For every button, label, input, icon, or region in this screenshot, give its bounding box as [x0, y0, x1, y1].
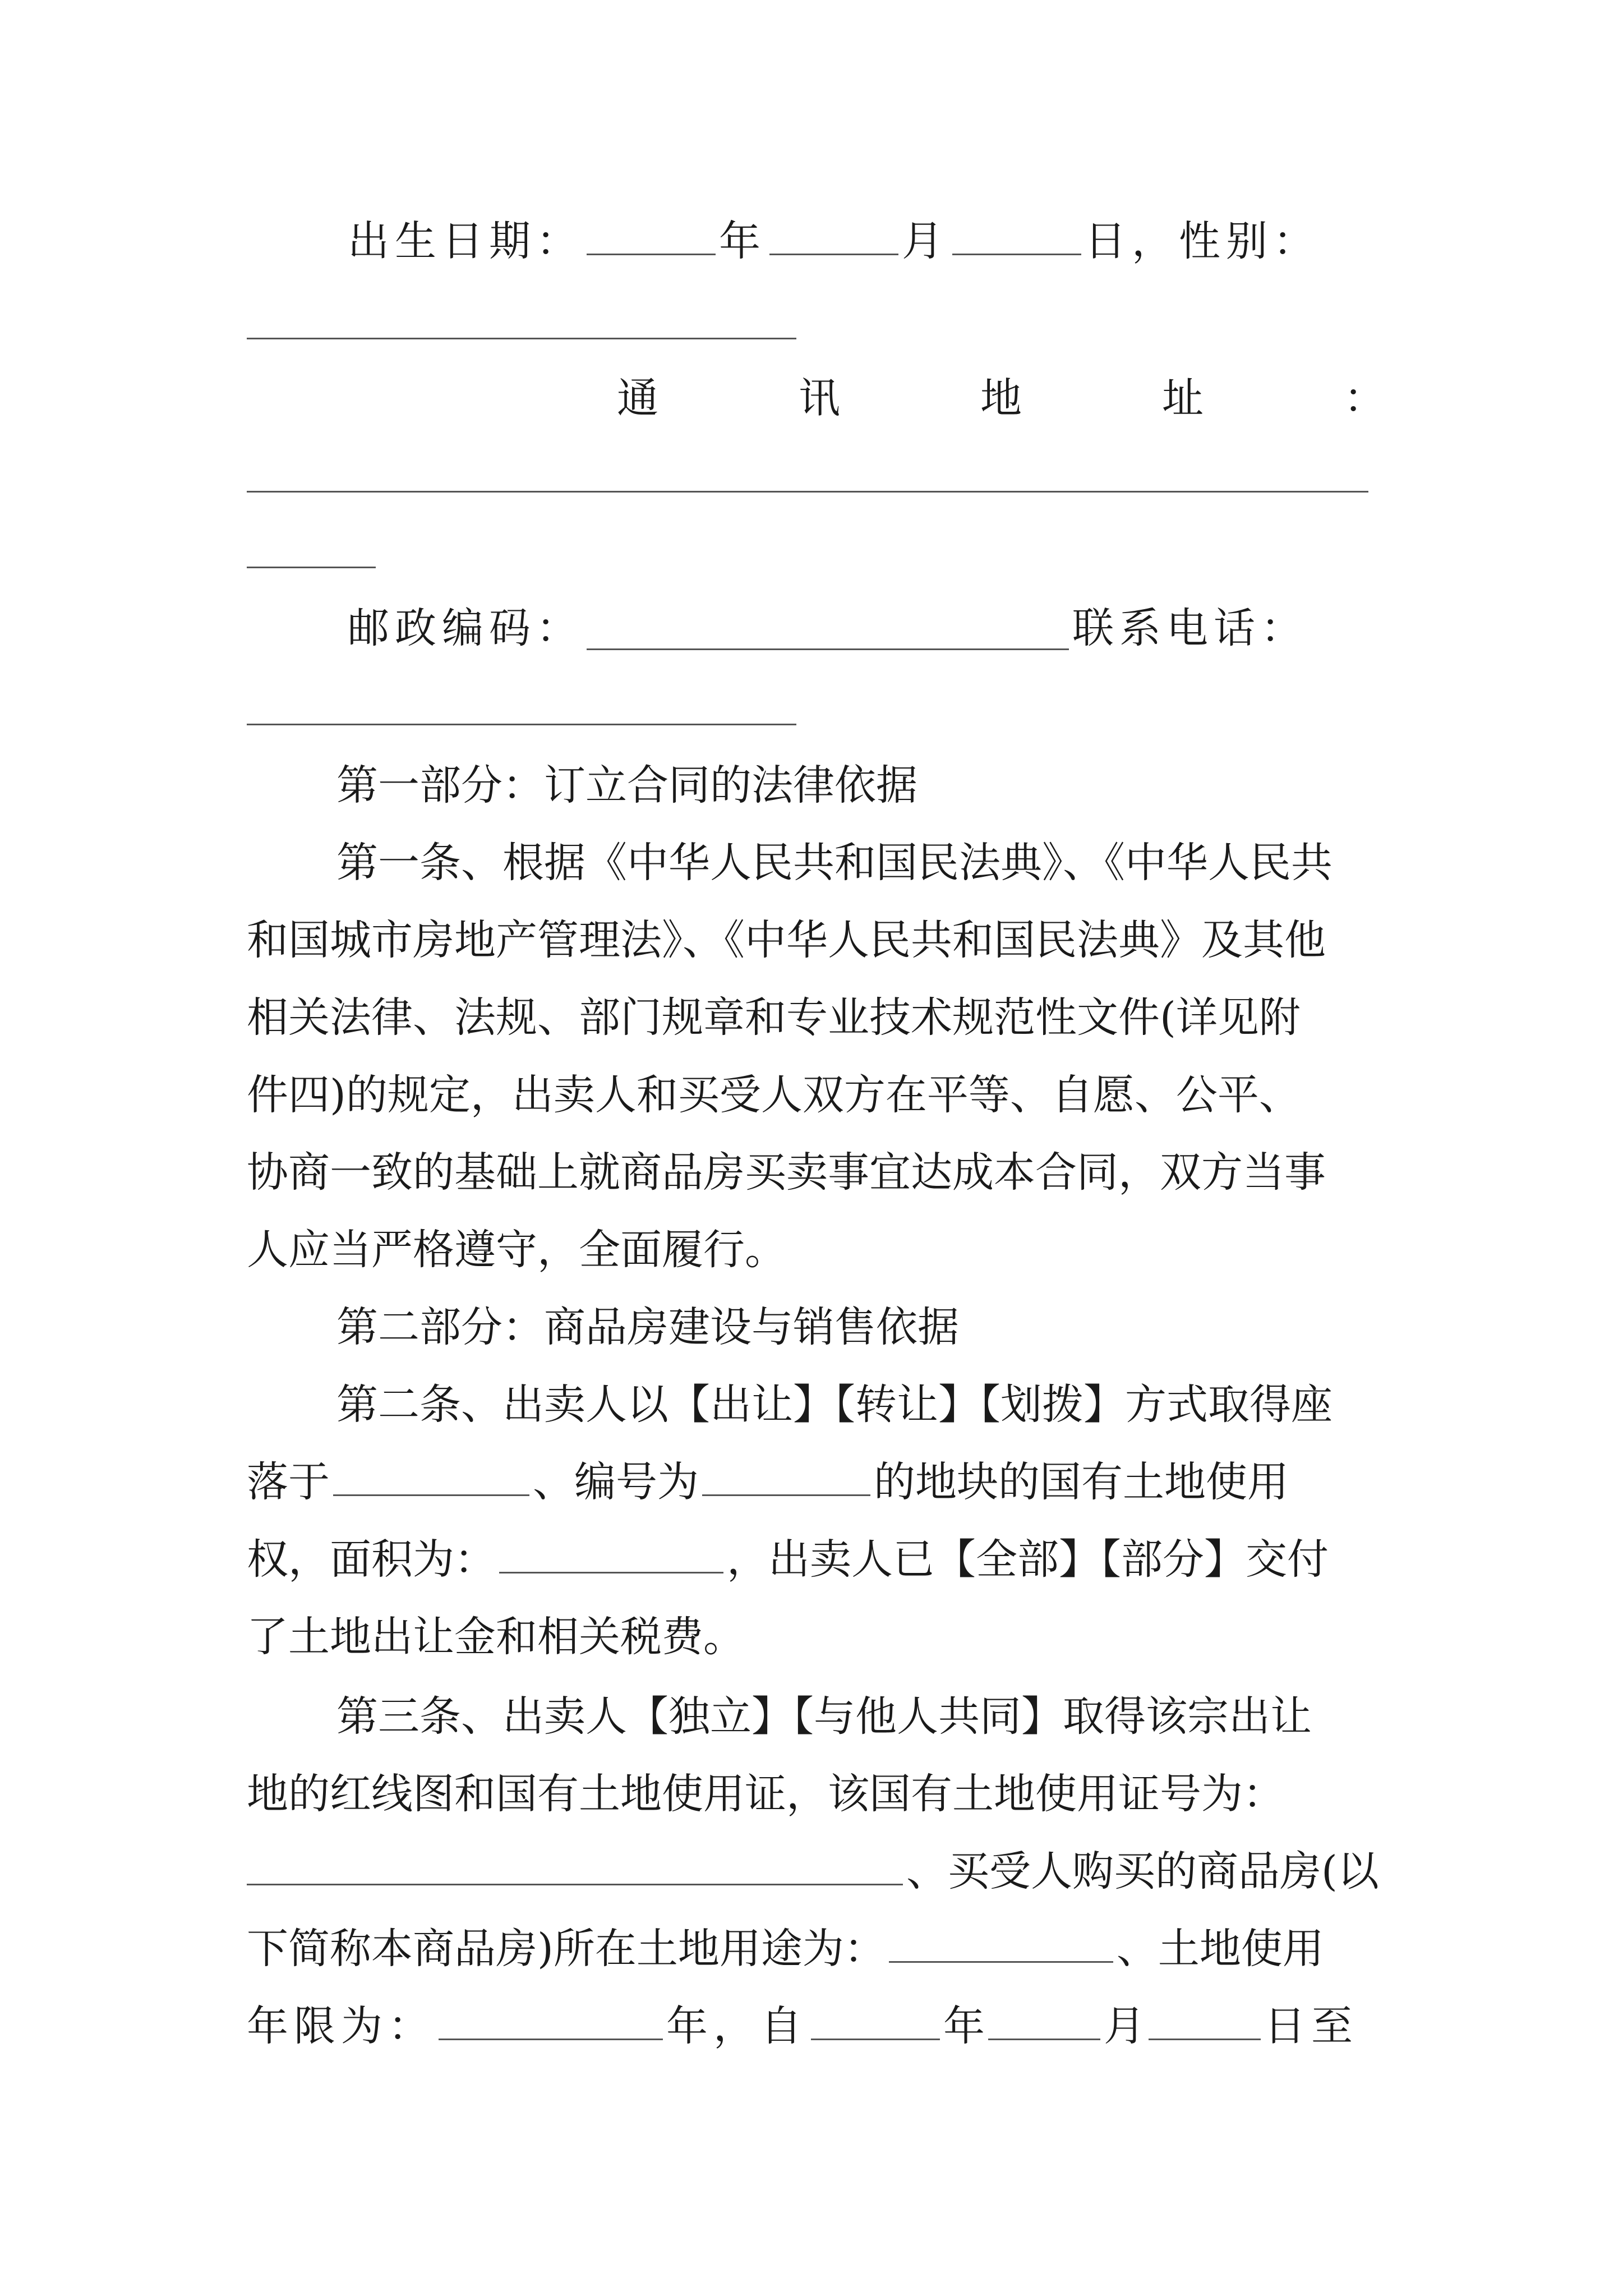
address-char: 地 — [980, 374, 1022, 422]
art2-text-area: 权，面积为： — [247, 1535, 496, 1584]
address-field-line-2[interactable] — [247, 567, 376, 568]
art2-text-located: 落于 — [247, 1458, 330, 1506]
birth-gender-line — [348, 208, 1385, 275]
postal-code-label: 邮政编码： — [348, 604, 583, 652]
birth-year-field[interactable] — [587, 212, 716, 255]
art3-line-4 — [247, 1915, 1385, 1982]
year-label: 年 — [719, 217, 766, 265]
art1-line-5: 协商一致的基础上就商品房买卖事宜达成本合同，双方当事 — [247, 1148, 1326, 1197]
birth-date-label: 出生日期： — [348, 217, 583, 265]
art2-text-paid: ，出卖人已【全部】【部分】交付 — [727, 1535, 1329, 1584]
address-line — [617, 365, 1385, 432]
address-field-line-1[interactable] — [247, 491, 1368, 493]
art3-text-day-to: 日至 — [1264, 2002, 1358, 2050]
art3-text-year: 年 — [943, 2002, 985, 2050]
land-use-field[interactable] — [889, 1920, 1113, 1963]
gender-field[interactable] — [247, 338, 796, 339]
address-char: ： — [1344, 374, 1385, 422]
art3-text-years: 年限为： — [247, 2002, 435, 2050]
part1-heading: 第一部分：订立合同的法律依据 — [336, 761, 917, 809]
birth-day-field[interactable] — [952, 212, 1081, 255]
art1-line-6: 人应当严格遵守，全面履行。 — [247, 1226, 786, 1274]
art1-line-4: 件四)的规定，出卖人和买受人双方在平等、自愿、公平、 — [247, 1071, 1301, 1119]
art1-line-1: 第一条、根据《中华人民共和国民法典》、《中华人民共 — [336, 839, 1332, 887]
art1-line-2: 和国城市房地产管理法》、《中华人民共和国民法典》及其他 — [247, 916, 1326, 964]
term-years-field[interactable] — [439, 1997, 663, 2040]
day-gender-label: 日，性别： — [1085, 217, 1320, 265]
art2-text-parcel: 的地块的国有土地使用 — [874, 1458, 1289, 1506]
art2-text-number: 、编号为 — [533, 1458, 699, 1506]
start-day-field[interactable] — [1149, 1997, 1261, 2040]
part2-heading: 第二部分：商品房建设与销售依据 — [336, 1303, 959, 1351]
address-char: 通 — [617, 374, 658, 422]
start-year-field[interactable] — [811, 1997, 940, 2040]
birth-month-field[interactable] — [769, 212, 898, 255]
art3-line-2: 地的红线图和国有土地使用证，该国有土地使用证号为： — [247, 1770, 1284, 1818]
land-certificate-number-field[interactable] — [247, 1842, 903, 1885]
postal-phone-line — [348, 595, 1385, 662]
art3-text-term: 、土地使用 — [1116, 1925, 1324, 1973]
land-location-field[interactable] — [333, 1453, 529, 1496]
art3-text-land-use: 下简称本商品房)所在土地用途为： — [247, 1925, 886, 1973]
month-label: 月 — [902, 217, 949, 265]
art1-line-3: 相关法律、法规、部门规章和专业技术规范性文件(详见附 — [247, 993, 1301, 1042]
art3-text-month: 月 — [1104, 2002, 1145, 2050]
parcel-number-field[interactable] — [702, 1453, 870, 1496]
art2-line-3 — [247, 1526, 1385, 1593]
art2-line-2 — [247, 1448, 1385, 1516]
art3-text-buyer: 、买受人购买的商品房(以 — [906, 1847, 1379, 1895]
art3-line-5 — [247, 1993, 1385, 2060]
phone-label: 联系电话： — [1072, 604, 1308, 652]
art3-line-3 — [247, 1838, 1385, 1905]
address-char: 址 — [1162, 374, 1204, 422]
art3-text-from: 年，自 — [666, 2002, 808, 2050]
phone-field[interactable] — [247, 724, 796, 725]
postal-code-field[interactable] — [587, 607, 1069, 650]
start-month-field[interactable] — [988, 1997, 1100, 2040]
land-area-field[interactable] — [499, 1530, 723, 1573]
art2-line-4: 了土地出让金和相关税费。 — [247, 1613, 745, 1661]
art3-line-1: 第三条、出卖人【独立】【与他人共同】取得该宗出让 — [336, 1692, 1312, 1741]
address-char: 讯 — [799, 374, 840, 422]
art2-line-1: 第二条、出卖人以【出让】【转让】【划拨】方式取得座 — [336, 1381, 1332, 1429]
